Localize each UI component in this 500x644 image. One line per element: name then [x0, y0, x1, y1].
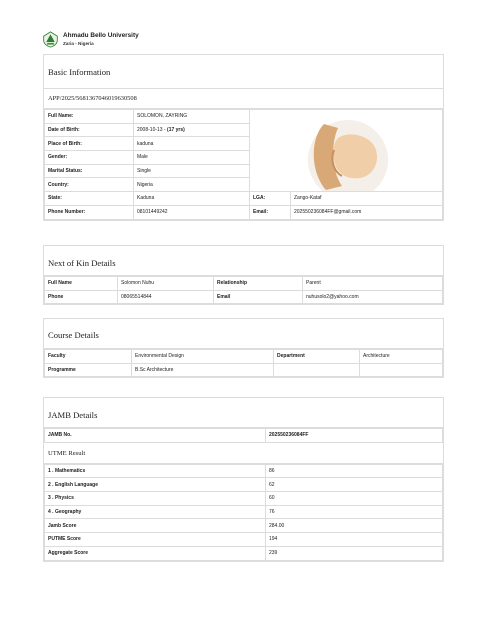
aggregate-score-label: Aggregate Score: [45, 546, 266, 560]
basic-info-title: Basic Information: [44, 55, 443, 89]
putme-score-value: 194: [266, 533, 443, 547]
course-details-table: [44, 349, 443, 377]
kin-phone-label: Phone: [45, 290, 118, 304]
subject-label: 3 . Physics: [45, 492, 266, 506]
table-row: [45, 277, 443, 291]
state-label: State:: [45, 192, 134, 206]
pob-value: kaduna: [134, 137, 250, 151]
table-row: [45, 290, 443, 304]
lga-value: Zango-Kataf: [291, 192, 443, 206]
programme-label: Programme: [45, 363, 132, 377]
course-details-card: [43, 318, 444, 378]
putme-score-label: PUTME Score: [45, 533, 266, 547]
kin-relationship-value: Parent: [303, 277, 443, 291]
age-value: (17 yrs): [167, 127, 185, 134]
jamb-details-card: [43, 397, 444, 562]
next-of-kin-table: [44, 276, 443, 304]
faculty-value: Environmental Design: [132, 350, 274, 364]
table-row: [45, 546, 443, 560]
email-value: 202550236084FF@gmail.com: [291, 205, 443, 219]
table-row: [45, 533, 443, 547]
university-location: Zaria - Nigeria: [63, 41, 94, 46]
dob-date: 2008-10-13 -: [137, 127, 166, 134]
empty-cell: [360, 363, 443, 377]
gender-label: Gender:: [45, 151, 134, 165]
table-row: [45, 464, 443, 478]
subject-score: 62: [266, 478, 443, 492]
subject-score: 86: [266, 464, 443, 478]
kin-phone-value: 08065514844: [118, 290, 214, 304]
table-row: [45, 110, 443, 124]
country-value: Nigeria: [134, 178, 250, 192]
utme-result-table: [44, 464, 443, 561]
next-of-kin-title: Next of Kin Details: [44, 246, 443, 276]
course-details-title: Course Details: [44, 319, 443, 349]
marital-label: Marital Status:: [45, 164, 134, 178]
photo-cell: [250, 110, 443, 192]
jamb-details-title: JAMB Details: [44, 398, 443, 428]
kin-email-label: Email: [214, 290, 303, 304]
table-row: [45, 192, 443, 206]
table-row: [45, 363, 443, 377]
kin-relationship-label: Relationship: [214, 277, 303, 291]
kin-name-label: Full Name: [45, 277, 118, 291]
table-row: [45, 478, 443, 492]
subject-label: 4 . Geography: [45, 505, 266, 519]
basic-info-table: [44, 109, 443, 220]
basic-info-card: [43, 54, 444, 221]
jamb-number-table: [44, 428, 443, 443]
table-row: [45, 505, 443, 519]
next-of-kin-card: [43, 245, 444, 305]
utme-result-title: UTME Result: [44, 443, 443, 464]
department-value: Architecture: [360, 350, 443, 364]
jamb-score-value: 284.00: [266, 519, 443, 533]
jamb-no-label: JAMB No.: [45, 429, 266, 443]
subject-label: 1 . Mathematics: [45, 464, 266, 478]
kin-email-value: nuhusolo2@yahoo.com: [303, 290, 443, 304]
lga-label: LGA:: [250, 192, 291, 206]
state-value: Kaduna: [134, 192, 250, 206]
application-number: APP/2025/5681367046019630508: [44, 89, 443, 109]
table-row: [45, 519, 443, 533]
gender-value: Male: [134, 151, 250, 165]
full-name-label: Full Name:: [45, 110, 134, 124]
page-header: [42, 31, 139, 48]
university-logo-icon: [42, 31, 59, 48]
dob-label: Date of Birth:: [45, 123, 134, 137]
empty-cell: [274, 363, 360, 377]
full-name-value: SOLOMON, ZAYRING: [134, 110, 250, 124]
table-row: [45, 429, 443, 443]
subject-label: 2 . English Language: [45, 478, 266, 492]
table-row: [45, 350, 443, 364]
pob-label: Place of Birth:: [45, 137, 134, 151]
jamb-no-value: 202550236084FF: [266, 429, 443, 443]
subject-score: 76: [266, 505, 443, 519]
avatar-placeholder-icon: [302, 120, 394, 192]
kin-name-value: Solomon Nuhu: [118, 277, 214, 291]
table-row: [45, 492, 443, 506]
marital-value: Single: [134, 164, 250, 178]
table-row: [45, 205, 443, 219]
jamb-score-label: Jamb Score: [45, 519, 266, 533]
email-label: Email:: [250, 205, 291, 219]
faculty-label: Faculty: [45, 350, 132, 364]
programme-value: B.Sc Architecture: [132, 363, 274, 377]
dob-value: [134, 123, 250, 137]
country-label: Country:: [45, 178, 134, 192]
phone-label: Phone Number:: [45, 205, 134, 219]
department-label: Department: [274, 350, 360, 364]
university-name: Ahmadu Bello University: [63, 32, 139, 39]
aggregate-score-value: 239: [266, 546, 443, 560]
subject-score: 60: [266, 492, 443, 506]
phone-value: 08101449242: [134, 205, 250, 219]
